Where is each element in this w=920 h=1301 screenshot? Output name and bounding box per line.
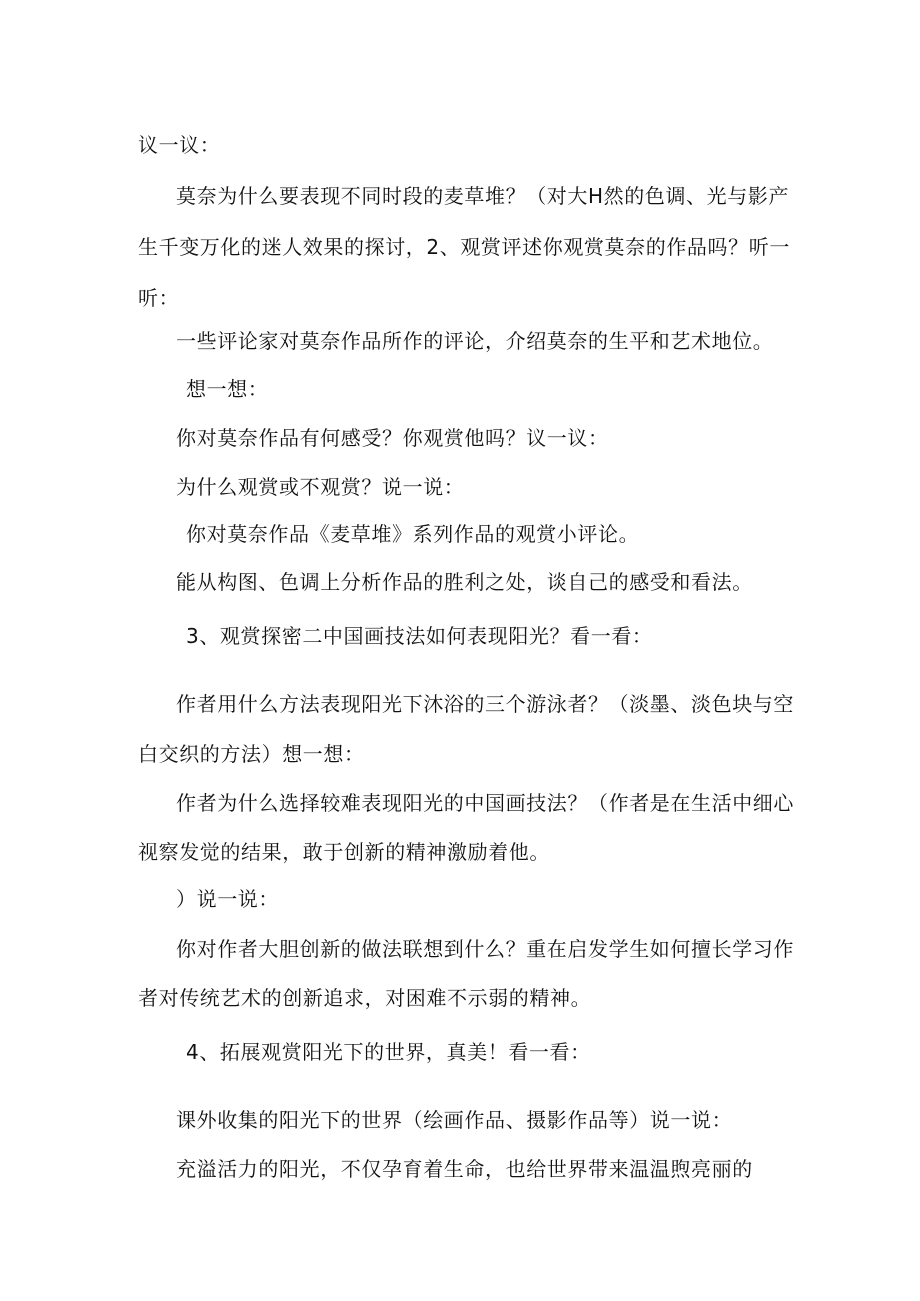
text-line: 作者用什么方法表现阳光下沐浴的三个游泳者？（淡墨、淡色块与空	[176, 692, 794, 716]
text-line: 你对作者大胆创新的做法联想到什么？重在启发学生如何擅长学习作	[176, 937, 794, 961]
section-heading: 4、拓展观赏阳光下的世界，真美！看一看：	[186, 1040, 591, 1064]
text-line: 一些评论家对莫奈作品所作的评论，介绍莫奈的生平和艺术地位。	[176, 329, 774, 353]
section-heading: 3、观赏探密二中国画技法如何表现阳光？看一看：	[186, 624, 653, 648]
text-line: 充溢活力的阳光，不仅孕育着生命，也给世界带来温温煦亮丽的	[176, 1157, 753, 1181]
text-line: 课外收集的阳光下的世界（绘画作品、摄影作品等）说一说：	[176, 1108, 733, 1132]
text-line: 生千变万化的迷人效果的探讨，2、观赏评述你观赏莫奈的作品吗？听一	[138, 235, 790, 259]
text-line: 白交织的方法）想一想：	[138, 742, 365, 766]
text-line: 者对传统艺术的创新追求，对困难不示弱的精神。	[138, 986, 592, 1010]
text-line: ）说一说：	[176, 887, 279, 911]
text-line: 能从构图、色调上分析作品的胜利之处，谈自己的感受和看法。	[176, 570, 753, 594]
text-line: 听：	[138, 286, 180, 310]
text-line: 为什么观赏或不观赏？说一说：	[176, 475, 465, 499]
text-line: 莫奈为什么要表现不同时段的麦草堆？（对大H然的色调、光与影产	[176, 184, 790, 208]
text-line: 视察发觉的结果，敢于创新的精神激励着他。	[138, 840, 550, 864]
text-line: 议一议：	[138, 133, 221, 157]
text-line: 想一想：	[186, 377, 269, 401]
text-line: 你对莫奈作品有何感受？你观赏他吗？议一议：	[176, 426, 609, 450]
text-line: 你对莫奈作品《麦草堆》系列作品的观赏小评论。	[186, 522, 640, 546]
text-line: 作者为什么选择较难表现阳光的中国画技法？（作者是在生活中细心	[176, 791, 794, 815]
